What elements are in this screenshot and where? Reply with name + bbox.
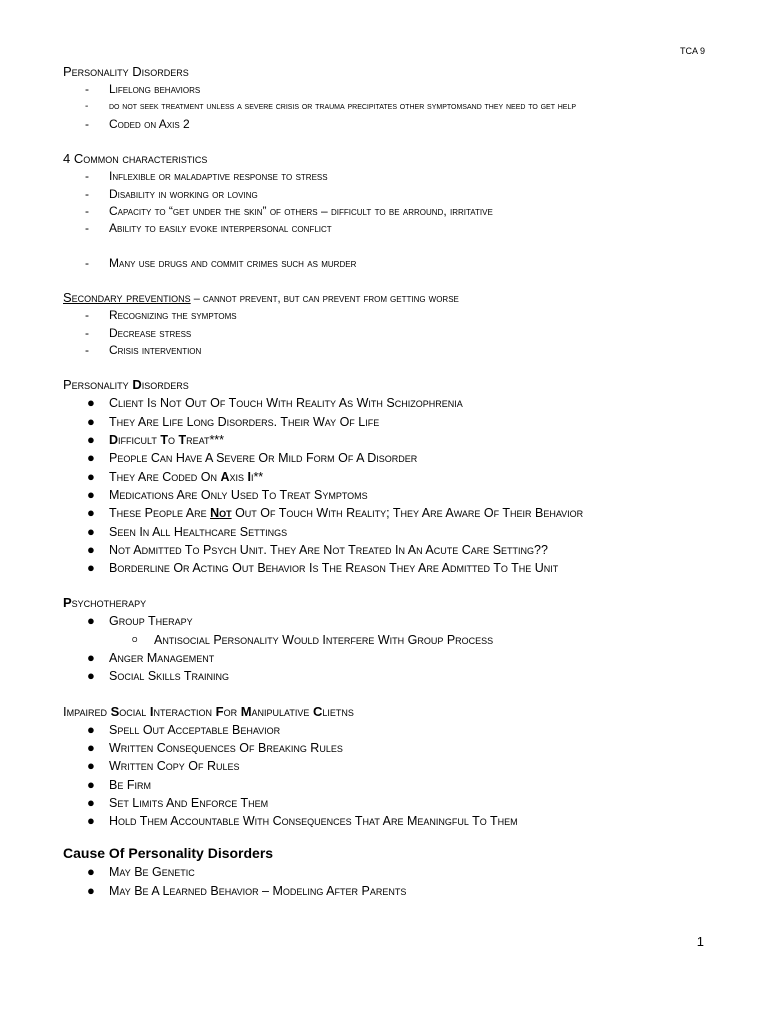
bullet-dot: ● [87, 739, 95, 755]
list-personality-disorders [63, 81, 708, 133]
bullet-dot: ● [87, 486, 95, 502]
list-item: - Crisis intervention [63, 342, 708, 359]
bullet-dot: ● [87, 505, 95, 521]
section-heading-secondary-preventions [63, 289, 708, 307]
list-secondary-preventions [63, 307, 708, 359]
bullet-dot: ● [87, 395, 95, 411]
bullet-dot: ● [87, 882, 95, 898]
bullet-dot: ● [87, 450, 95, 466]
list-item: ● Not Admitted To Psych Unit. They Are Not Treated In An Acute Care Setting?? [63, 541, 708, 559]
dash-bullet: - [85, 221, 89, 236]
bullet-dot: ● [87, 864, 95, 880]
list-item: ● Be Firm [63, 776, 708, 794]
heading-title: Secondary preventions [63, 290, 191, 306]
section-heading-personality-disorders: Personality Disorders [63, 64, 189, 79]
list-subitem: o Antisocial Personality Would Interfere With Group Process [63, 631, 708, 649]
list-item: - Lifelong behaviors [63, 81, 708, 98]
list-item: ● Seen In All Healthcare Settings [63, 523, 708, 541]
page-number: 1 [696, 934, 704, 949]
dash-bullet: - [85, 186, 89, 201]
bullet-dot: ● [87, 794, 95, 810]
bullet-dot: ● [87, 560, 95, 576]
bullet-dot: ● [87, 668, 95, 684]
dash-bullet: - [85, 325, 89, 340]
list-item: ● Borderline Or Acting Out Behavior Is The Reason They Are Admitted To The Unit [63, 559, 708, 577]
bullet-dot: ● [87, 523, 95, 539]
list-item: ● They Are Coded On Axis Ii** [63, 468, 708, 486]
list-item: ● Hold Them Accountable With Consequences That Are Meaningful To Them [63, 812, 708, 830]
list-item: ● Group Therapy [63, 612, 708, 630]
dash-bullet: - [85, 308, 89, 323]
bullet-dot: ● [87, 413, 95, 429]
bullet-dot: ● [87, 758, 95, 774]
bullet-dot: ● [87, 613, 95, 629]
list-item: ● May Be Genetic [63, 863, 708, 881]
section-heading-common-characteristics: 4 Common characteristics [63, 151, 208, 167]
list-item: ● Spell Out Acceptable Behavior [63, 721, 708, 739]
document-body [63, 63, 708, 900]
list-item: - Capacity to “get under the skin” of others – difficult to be arround, irritative [63, 203, 708, 220]
section-heading-cause-of-personality-disorders: Cause Of Personality Disorders [63, 845, 274, 862]
bullet-dot: ● [87, 776, 95, 792]
list-item: ● People Can Have A Severe Or Mild Form Of A Disorder [63, 449, 708, 467]
bullet-dot: ● [87, 721, 95, 737]
list-item: ● They Are Life Long Disorders. Their Way Of Life [63, 413, 708, 431]
dash-bullet: - [85, 255, 89, 270]
bullet-dot: ● [87, 432, 95, 448]
list-item: - do not seek treatment unless a severe crisis or trauma precipitates other symptomsand they need to get help [63, 98, 708, 115]
list-item: ● Written Copy Of Rules [63, 757, 708, 775]
dash-bullet: - [85, 82, 89, 96]
list-item: ● May Be A Learned Behavior – Modeling After Parents [63, 882, 708, 900]
list-item: ● Set Limits And Enforce Them [63, 794, 708, 812]
list-item: ● Medications Are Only Used To Treat Symptoms [63, 486, 708, 504]
bullet-circle: o [132, 633, 138, 645]
list-item: - Inflexible or maladaptive response to stress [63, 168, 708, 185]
list-item: ● Social Skills Training [63, 667, 708, 685]
list-causes [63, 863, 708, 900]
list-personality-disorders-details [63, 394, 708, 577]
section-heading-psychotherapy: Psychotherapy [63, 595, 147, 611]
list-item: - Many use drugs and commit crimes such as murder [63, 255, 708, 272]
dash-bullet: - [85, 343, 89, 358]
section-heading-impaired-social-interaction: Impaired Social Interaction For Manipulative Clietns [63, 703, 354, 719]
list-item: ● Anger Management [63, 649, 708, 667]
list-item: - Coded on Axis 2 [63, 116, 708, 133]
list-item: - Decrease stress [63, 325, 708, 342]
bullet-dot: ● [87, 468, 95, 484]
dash-bullet: - [85, 169, 89, 184]
list-manipulative-clients [63, 721, 708, 831]
dash-bullet: - [85, 116, 89, 131]
list-psychotherapy [63, 612, 708, 685]
section-heading-personality-disorders-2: Personality Disorders [63, 377, 189, 393]
dash-bullet: - [85, 101, 89, 113]
bullet-dot: ● [87, 541, 95, 557]
list-item: - Ability to easily evoke interpersonal conflict [63, 220, 708, 237]
list-item: - Disability in working or loving [63, 186, 708, 203]
list-item: ● Client Is Not Out Of Touch With Reality As With Schizophrenia [63, 394, 708, 412]
list-common-characteristics [63, 168, 708, 272]
dash-bullet: - [85, 204, 89, 219]
list-item: ● Difficult To Treat*** [63, 431, 708, 449]
list-item: ● Written Consequences Of Breaking Rules [63, 739, 708, 757]
list-item: ● These People Are Not Out Of Touch With Reality; They Are Aware Of Their Behavior [63, 504, 708, 522]
list-item: - Recognizing the symptoms [63, 307, 708, 324]
heading-note: – cannot prevent, but can prevent from getting worse [190, 293, 459, 306]
bullet-dot: ● [87, 650, 95, 666]
bullet-dot: ● [87, 813, 95, 829]
header-tag: TCA 9 [679, 46, 705, 56]
